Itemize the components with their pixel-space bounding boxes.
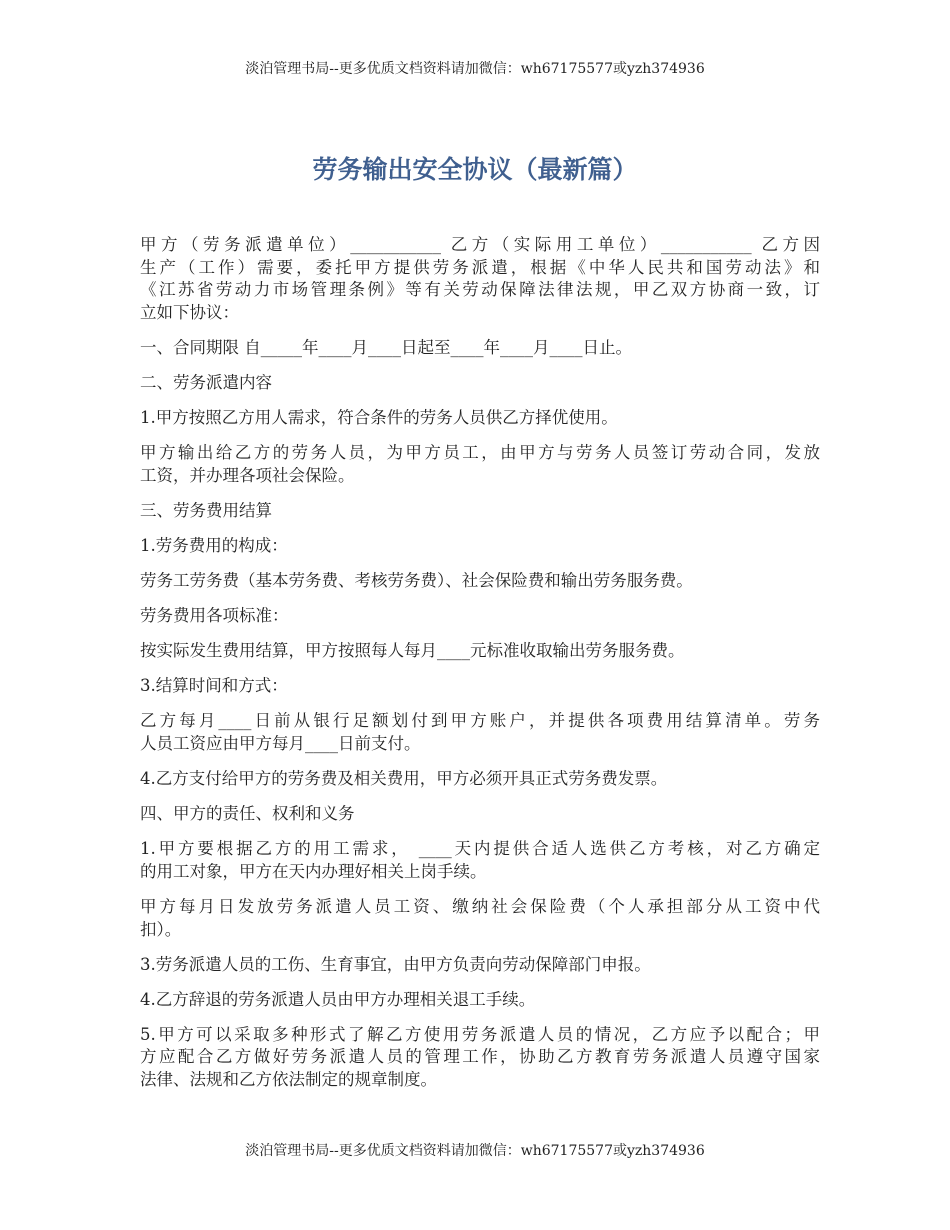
paragraph	[140, 570, 820, 593]
paragraph	[140, 372, 820, 395]
paragraph	[140, 500, 820, 523]
text-line: 1.甲方要根据乙方的用工需求， ____天内提供合适人选供乙方考核，对乙方确定	[140, 839, 820, 859]
text-line: 1.甲方按照乙方用人需求，符合条件的劳务人员供乙方择优使用。	[140, 408, 618, 428]
text-line: 5.甲方可以采取多种形式了解乙方使用劳务派遣人员的情况，乙方应予以配合；甲	[140, 1024, 820, 1044]
paragraph	[140, 605, 820, 628]
text-line: 人员工资应由甲方每月____日前支付。	[140, 734, 421, 753]
text-line: 4.乙方支付给甲方的劳务费及相关费用，甲方必须开具正式劳务费发票。	[140, 769, 668, 789]
text-line: 甲方输出给乙方的劳务人员，为甲方员工，由甲方与劳务人员签订劳动合同，发放	[140, 443, 820, 463]
text-line: 的用工对象，甲方在天内办理好相关上岗手续。	[140, 861, 487, 881]
text-line: 3.劳务派遣人员的工伤、生育事宜，由甲方负责向劳动保障部门申报。	[140, 954, 651, 974]
paragraph	[140, 896, 820, 941]
text-line: 1.劳务费用的构成：	[140, 535, 288, 555]
document-title: 劳务输出安全协议（最新篇）	[312, 155, 638, 184]
text-line: 《江苏省劳动力市场管理条例》等有关劳动保障法律法规，甲乙双方协商一致，订	[140, 280, 820, 300]
text-line: 生产（工作）需要，委托甲方提供劳务派遣，根据《中华人民共和国劳动法》和	[140, 257, 820, 277]
paragraph	[140, 954, 820, 977]
text-line: 甲方（劳务派遣单位）___________ 乙方（实际用工单位）___________ 乙方因	[140, 235, 820, 254]
paragraph	[140, 710, 820, 755]
paragraph	[140, 234, 820, 324]
page-footer: 淡泊管理书局--更多优质文档资料请加微信：wh67175577或yzh374936	[245, 1143, 705, 1159]
paragraph	[140, 407, 820, 430]
paragraph	[140, 640, 820, 663]
text-line: 扣）。	[140, 919, 182, 939]
text-line: 三、劳务费用结算	[140, 500, 272, 520]
text-line: 乙方每月____日前从银行足额划付到甲方账户，并提供各项费用结算清单。劳务	[140, 711, 820, 731]
page-header: 淡泊管理书局--更多优质文档资料请加微信：wh67175577或yzh374936	[245, 61, 705, 77]
paragraph	[140, 675, 820, 698]
paragraph	[140, 768, 820, 791]
text-line: 方应配合乙方做好劳务派遣人员的管理工作，协助乙方教育劳务派遣人员遵守国家	[140, 1047, 820, 1067]
text-line: 按实际发生费用结算，甲方按照每人每月____元标准收取输出劳务服务费。	[140, 641, 685, 661]
text-line: 法律、法规和乙方依法制定的规章制度。	[140, 1070, 437, 1090]
paragraph	[140, 838, 820, 883]
paragraph	[140, 1024, 820, 1092]
paragraph	[140, 442, 820, 487]
text-line: 3.结算时间和方式：	[140, 676, 288, 696]
paragraph	[140, 337, 820, 360]
text-line: 二、劳务派遣内容	[140, 372, 272, 392]
text-line: 甲方每月日发放劳务派遣人员工资、缴纳社会保险费（个人承担部分从工资中代	[140, 896, 820, 916]
text-line: 劳务工劳务费（基本劳务费、考核劳务费）、社会保险费和输出劳务服务费。	[140, 571, 693, 591]
text-line: 工资，并办理各项社会保险。	[140, 465, 355, 485]
paragraph	[140, 989, 820, 1012]
text-line: 4.乙方辞退的劳务派遣人员由甲方办理相关退工手续。	[140, 989, 536, 1009]
text-line: 立如下协议：	[140, 302, 239, 322]
document-body	[140, 234, 820, 1104]
paragraph	[140, 803, 820, 826]
text-line: 四、甲方的责任、权利和义务	[140, 804, 355, 824]
text-line: 劳务费用各项标准：	[140, 606, 289, 626]
paragraph	[140, 535, 820, 558]
text-line: 一、合同期限 自_____年____月____日起至____年____月____日止。	[140, 337, 632, 357]
